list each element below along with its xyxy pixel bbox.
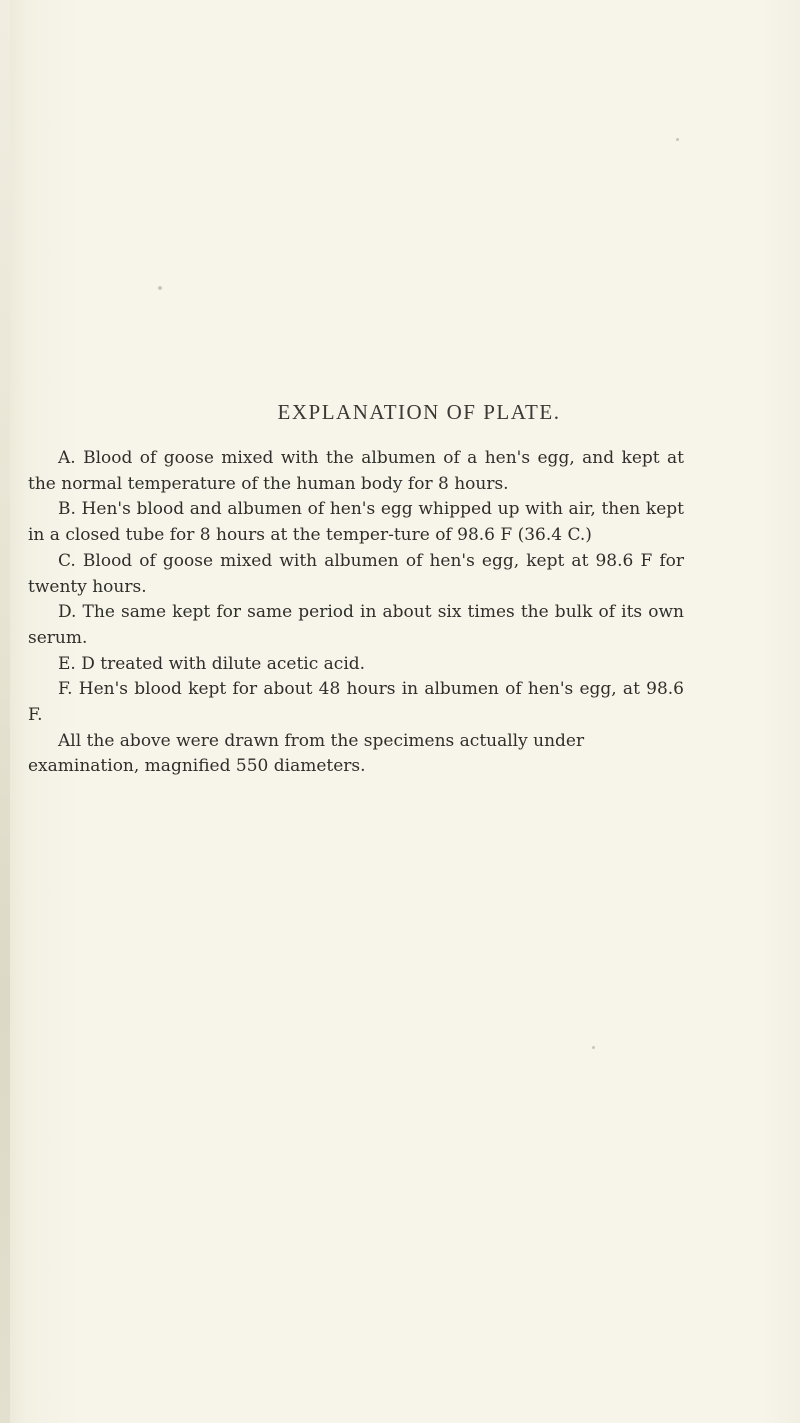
paper-speck: [158, 286, 162, 290]
entry-a: A. Blood of goose mixed with the albumen of a hen's egg, and kept at the normal temperature of the human body for 8 hours.: [28, 448, 684, 494]
entry-e: E. D treated with dilute acetic acid.: [58, 653, 366, 674]
plate-explanation: [28, 446, 684, 780]
paper-speck: [676, 138, 679, 141]
page-title: EXPLANATION OF PLATE.: [277, 400, 561, 424]
entry-b: B. Hen's blood and albumen of hen's egg whipped up with air, then kept in a closed tube for 8 hours at the temper-ture of 98.6 F (36.4 C.): [28, 499, 684, 546]
entry-c: C. Blood of goose mixed with albumen of hen's egg, kept at 98.6 F for twenty hours.: [28, 550, 684, 597]
page-edge-shadow: [0, 0, 10, 1423]
paper-speck: [592, 1046, 595, 1049]
entry-d: D. The same kept for same period in about six times the bulk of its own serum.: [28, 602, 684, 648]
entry-f: F. Hen's blood kept for about 48 hours in albumen of hen's egg, at 98.6 F.: [28, 679, 684, 726]
closing-note: All the above were drawn from the specimens actually under examination, magnified 550 diameters.: [28, 730, 585, 777]
